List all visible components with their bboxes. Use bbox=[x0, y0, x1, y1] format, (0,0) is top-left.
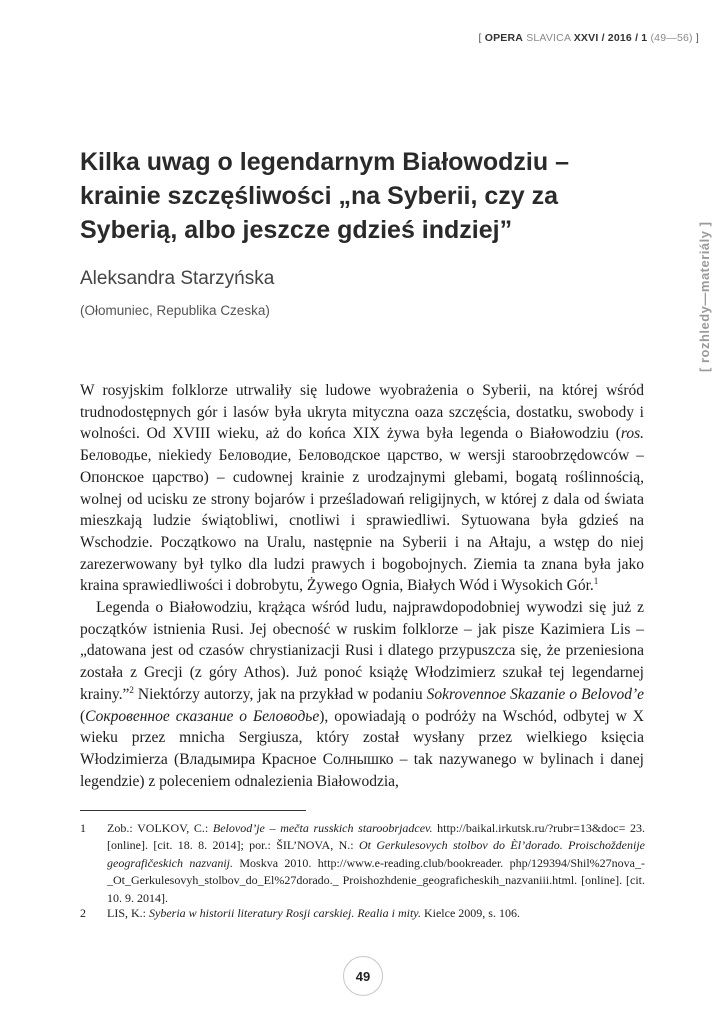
footnote-2-number: 2 bbox=[80, 906, 86, 920]
p2-text-c: ( bbox=[80, 707, 86, 725]
running-header bbox=[478, 32, 699, 44]
fn2-italic: Syberia w historii literatury Rosji carskiej. Realia i mity. bbox=[149, 906, 421, 920]
article-title bbox=[80, 145, 640, 247]
p2-italic-title: Sokrovennoe Skazanie o Belovod’e bbox=[426, 685, 644, 703]
journal-name-2: SLAVICA bbox=[526, 32, 571, 44]
footnote-2 bbox=[80, 905, 645, 922]
paragraph-1 bbox=[80, 380, 644, 597]
footnote-1-text bbox=[107, 820, 645, 907]
footnote-ref-2[interactable]: 2 bbox=[129, 684, 134, 695]
page-range: (49—56) bbox=[650, 32, 693, 44]
author-name: Aleksandra Starzyńska bbox=[80, 268, 275, 289]
title-line-2: krainie szczęśliwości „na Syberii, czy za bbox=[80, 182, 559, 210]
p2-text-a: Legenda o Białowodziu, krążąca wśród ludu, najprawdopodobniej wywodzi się już z początków istnienia Rusi. Jej obecność w ruskim folklorze – jak pisze Kazimiera Lis – „datowana jest od czasów chrystianizacji Rusi i dlatego przypuszcza się, że przeniesiona została z Grecji (z góry Athos). Już ponoć książę Włodzimierz szukał tej legendarnej krainy.” bbox=[80, 599, 644, 703]
journal-issue: XXVI / 2016 / 1 bbox=[573, 32, 648, 44]
fn1-italic-2: Ot Gerkulesovych stolbov do Èl’dorado. Proischoždenije geografičeskich nazvanij. bbox=[107, 838, 645, 870]
p1-text-b: Беловодье, niekiedy Беловодие, Беловодское царство, w wersji staroobrzędowców – Опонское царство) – cudownej krainie z urodzajnymi glebami, bogatą roślinnością, wolnej od ucisku ze strony bojarów i prześladowań religijnych, w której z dala od świata mieszkają ludzie świątobliwi, cnotliwi i sprawiedliwi. Sytuowana była gdzieś na Wschodzie. Początkowo na Uralu, następnie na Syberii i na Ałtaju, a wstęp do niej zarezerwowany był tylko dla ludzi prawych i bogobojnych. Ziemia ta znana była jako kraina sprawiedliwości i dobrobytu, Żywego Ognia, Białych Wód i Wysokich Gór. bbox=[80, 447, 644, 595]
p1-text-a: W rosyjskim folklorze utrwaliły się ludowe wyobrażenia o Syberii, na której wśród trudnodostępnych gór i lasów była ukryta mityczna oaza szczęścia, dostatku, swobody i wolności. Od XVIII wieku, aż do końca XIX żywa była legenda o Białowodziu ( bbox=[80, 382, 644, 443]
p2-text-d: ), opowiadają o podróży na Wschód, odbytej w X wieku przez mnicha Sergiusza, który został wysłany przez wielkiego księcia Włodzimierza (Владымира Красное Солнышко – tak nazywanego w bylinach i danej legendzie) z poleceniem odnalezienia Białowodzia, bbox=[80, 707, 644, 790]
journal-name: OPERA bbox=[484, 32, 524, 44]
fn1-text-a: Zob.: VOLKOV, C.: bbox=[107, 821, 213, 835]
footnote-separator bbox=[80, 810, 306, 811]
paragraph-2 bbox=[80, 597, 644, 792]
article-body bbox=[80, 380, 644, 792]
fn1-text-c: Moskva 2010. http://www.e-reading.club/bookreader. php/129394/Shil%27nova_-_Ot_Gerkulesovyh_stolbov_do_El%27dorado._ Proishozhdenie_geograficheskih_nazvaniii.html. [online]. [cit. 10. 9. 2014]. bbox=[107, 855, 645, 905]
header-bracket-close: ] bbox=[695, 32, 699, 44]
fn1-italic-1: Belovod’je – mečta russkich staroobrjadcev. bbox=[212, 821, 433, 835]
fn2-text-a: LIS, K.: bbox=[107, 906, 149, 920]
p1-ros-abbrev: ros. bbox=[620, 425, 644, 443]
p2-italic-cyrillic: Сокровенное сказание о Беловодье bbox=[85, 707, 320, 725]
footnote-1-number: 1 bbox=[80, 821, 86, 835]
fn2-text-b: Kielce 2009, s. 106. bbox=[420, 906, 520, 920]
page-number: 49 bbox=[343, 956, 383, 996]
p2-text-b: Niektórzy autorzy, jak na przykład w podaniu bbox=[133, 685, 427, 703]
title-line-1: Kilka uwag o legendarnym Białowodziu – bbox=[80, 148, 569, 176]
title-line-3: Syberią, albo jeszcze gdzieś indziej” bbox=[80, 216, 513, 244]
fn1-text-b: http://baikal.irkutsk.ru/?rubr=13&doc= 23. [online]. [cit. 18. 8. 2014]; por.: ŠIL’NOVA, N.: bbox=[107, 821, 645, 853]
section-side-label: [ rozhledy—materiály ] bbox=[697, 221, 712, 372]
author-affiliation: (Ołomuniec, Republika Czeska) bbox=[80, 303, 270, 318]
header-bracket-open: [ bbox=[478, 32, 482, 44]
footnote-2-text bbox=[107, 905, 645, 922]
footnote-1 bbox=[80, 820, 645, 907]
footnote-ref-1[interactable]: 1 bbox=[593, 576, 599, 587]
